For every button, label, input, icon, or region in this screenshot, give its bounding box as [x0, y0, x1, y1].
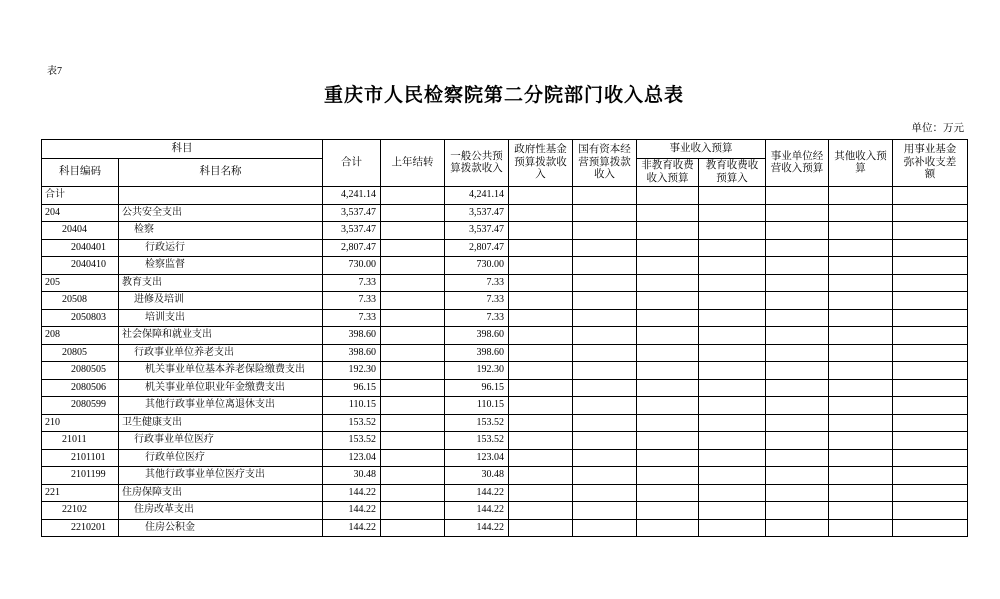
value-cell [573, 292, 637, 310]
value-cell [829, 432, 893, 450]
value-cell: 153.52 [445, 414, 509, 432]
table-row [42, 379, 968, 397]
subject-name-cell: 卫生健康支出 [119, 414, 323, 432]
value-cell [829, 519, 893, 537]
value-cell [637, 449, 699, 467]
value-cell [509, 327, 573, 345]
value-cell [637, 327, 699, 345]
value-cell [573, 397, 637, 415]
value-cell [509, 414, 573, 432]
value-cell [699, 414, 766, 432]
value-cell [381, 292, 445, 310]
header-other-income: 其他收入预算 [829, 140, 893, 187]
value-cell [829, 327, 893, 345]
value-cell: 7.33 [445, 309, 509, 327]
value-cell [829, 204, 893, 222]
value-cell [766, 222, 829, 240]
value-cell [766, 257, 829, 275]
value-cell [766, 204, 829, 222]
value-cell [699, 187, 766, 205]
value-cell: 7.33 [323, 292, 381, 310]
value-cell [509, 239, 573, 257]
value-cell [509, 379, 573, 397]
subject-code-cell: 208 [42, 327, 119, 345]
value-cell [637, 222, 699, 240]
value-cell [573, 327, 637, 345]
value-cell [699, 204, 766, 222]
subject-code-cell: 205 [42, 274, 119, 292]
value-cell [637, 484, 699, 502]
value-cell [893, 502, 968, 520]
value-cell: 123.04 [445, 449, 509, 467]
value-cell [893, 414, 968, 432]
value-cell [766, 502, 829, 520]
table-row [42, 362, 968, 380]
value-cell: 3,537.47 [445, 204, 509, 222]
value-cell [699, 432, 766, 450]
unit-note: 单位：万元 [911, 123, 964, 134]
table-row [42, 467, 968, 485]
value-cell [829, 292, 893, 310]
value-cell [381, 484, 445, 502]
value-cell: 2,807.47 [323, 239, 381, 257]
value-cell [381, 309, 445, 327]
value-cell [381, 379, 445, 397]
value-cell: 96.15 [323, 379, 381, 397]
subject-code-cell: 20404 [42, 222, 119, 240]
value-cell [893, 222, 968, 240]
value-cell [699, 397, 766, 415]
value-cell: 144.22 [445, 519, 509, 537]
subject-code-cell: 2040410 [42, 257, 119, 275]
value-cell [766, 397, 829, 415]
subject-code-cell: 2040401 [42, 239, 119, 257]
value-cell [766, 449, 829, 467]
subject-name-cell: 机关事业单位基本养老保险缴费支出 [119, 362, 323, 380]
value-cell [893, 274, 968, 292]
subject-name-cell: 机关事业单位职业年金缴费支出 [119, 379, 323, 397]
value-cell [573, 204, 637, 222]
value-cell [829, 379, 893, 397]
value-cell [699, 502, 766, 520]
value-cell [829, 362, 893, 380]
value-cell [829, 222, 893, 240]
value-cell [573, 274, 637, 292]
subject-name-cell: 行政事业单位医疗 [119, 432, 323, 450]
value-cell: 398.60 [445, 327, 509, 345]
value-cell [766, 379, 829, 397]
value-cell [699, 309, 766, 327]
value-cell [893, 344, 968, 362]
value-cell [893, 484, 968, 502]
header-total: 合计 [323, 140, 381, 187]
value-cell [829, 274, 893, 292]
subject-code-cell: 210 [42, 414, 119, 432]
header-edu-fee: 教育收费收预算入 [699, 159, 766, 187]
value-cell [893, 292, 968, 310]
value-cell [893, 467, 968, 485]
header-fund-balance: 用事业基金弥补收支差额 [893, 140, 968, 187]
table-row [42, 257, 968, 275]
value-cell [509, 309, 573, 327]
value-cell: 7.33 [445, 292, 509, 310]
header-subject-code: 科目编码 [42, 159, 119, 187]
value-cell [766, 274, 829, 292]
value-cell [893, 187, 968, 205]
value-cell: 3,537.47 [323, 204, 381, 222]
value-cell [381, 362, 445, 380]
subject-code-cell: 2080599 [42, 397, 119, 415]
value-cell [637, 309, 699, 327]
table-row [42, 502, 968, 520]
value-cell [573, 344, 637, 362]
table-row [42, 204, 968, 222]
value-cell [893, 397, 968, 415]
table-row [42, 344, 968, 362]
value-cell: 153.52 [323, 432, 381, 450]
value-cell [766, 344, 829, 362]
value-cell [509, 432, 573, 450]
value-cell [699, 274, 766, 292]
value-cell: 30.48 [445, 467, 509, 485]
value-cell [699, 362, 766, 380]
value-cell [573, 484, 637, 502]
value-cell [829, 502, 893, 520]
value-cell [573, 309, 637, 327]
value-cell [381, 239, 445, 257]
value-cell [573, 257, 637, 275]
value-cell [381, 187, 445, 205]
subject-code-cell: 22102 [42, 502, 119, 520]
value-cell [509, 519, 573, 537]
value-cell [829, 344, 893, 362]
value-cell [637, 274, 699, 292]
subject-code-cell: 2080506 [42, 379, 119, 397]
subject-name-cell: 住房保障支出 [119, 484, 323, 502]
value-cell: 110.15 [445, 397, 509, 415]
subject-name-cell: 检察监督 [119, 257, 323, 275]
value-cell: 110.15 [323, 397, 381, 415]
value-cell [699, 484, 766, 502]
value-cell [829, 257, 893, 275]
header-business-income-group: 事业收入预算 [637, 140, 766, 159]
value-cell: 4,241.14 [323, 187, 381, 205]
value-cell: 730.00 [445, 257, 509, 275]
value-cell [381, 432, 445, 450]
header-row-1 [42, 140, 968, 159]
subject-name-cell: 住房公积金 [119, 519, 323, 537]
subject-name-cell: 住房改革支出 [119, 502, 323, 520]
value-cell [637, 344, 699, 362]
table-row [42, 432, 968, 450]
value-cell [637, 502, 699, 520]
value-cell [766, 292, 829, 310]
value-cell: 2,807.47 [445, 239, 509, 257]
value-cell: 144.22 [323, 519, 381, 537]
table-row [42, 187, 968, 205]
value-cell [637, 257, 699, 275]
value-cell [637, 239, 699, 257]
value-cell [829, 187, 893, 205]
value-cell: 7.33 [323, 274, 381, 292]
value-cell [699, 519, 766, 537]
value-cell [637, 187, 699, 205]
subject-name-cell: 行政运行 [119, 239, 323, 257]
value-cell [829, 467, 893, 485]
table-row [42, 239, 968, 257]
value-cell [509, 502, 573, 520]
income-summary-table [41, 139, 968, 537]
subject-code-cell: 204 [42, 204, 119, 222]
value-cell: 398.60 [323, 344, 381, 362]
value-cell: 144.22 [323, 484, 381, 502]
subject-code-cell: 2210201 [42, 519, 119, 537]
value-cell [509, 257, 573, 275]
table-row [42, 449, 968, 467]
value-cell [381, 519, 445, 537]
subject-code-cell: 2050803 [42, 309, 119, 327]
value-cell: 730.00 [323, 257, 381, 275]
value-cell: 96.15 [445, 379, 509, 397]
table-row [42, 397, 968, 415]
table-row [42, 484, 968, 502]
table-header [42, 140, 968, 187]
value-cell [893, 362, 968, 380]
header-business-operating-income: 事业单位经营收入预算 [766, 140, 829, 187]
value-cell [381, 222, 445, 240]
value-cell [699, 222, 766, 240]
value-cell [699, 344, 766, 362]
value-cell: 398.60 [323, 327, 381, 345]
value-cell [573, 239, 637, 257]
value-cell [893, 432, 968, 450]
value-cell [637, 432, 699, 450]
value-cell [509, 362, 573, 380]
subject-name-cell [119, 187, 323, 205]
value-cell [573, 449, 637, 467]
value-cell: 192.30 [323, 362, 381, 380]
value-cell [381, 467, 445, 485]
subject-code-cell: 2101101 [42, 449, 119, 467]
subject-name-cell: 行政单位医疗 [119, 449, 323, 467]
value-cell: 7.33 [323, 309, 381, 327]
value-cell [829, 484, 893, 502]
value-cell [893, 204, 968, 222]
subject-code-cell: 2080505 [42, 362, 119, 380]
subject-code-cell: 221 [42, 484, 119, 502]
subject-name-cell: 培训支出 [119, 309, 323, 327]
value-cell [829, 449, 893, 467]
value-cell [573, 519, 637, 537]
value-cell [893, 257, 968, 275]
header-subject-name: 科目名称 [119, 159, 323, 187]
header-subject-group: 科目 [42, 140, 323, 159]
value-cell [381, 204, 445, 222]
value-cell: 144.22 [323, 502, 381, 520]
value-cell [573, 414, 637, 432]
value-cell: 153.52 [323, 414, 381, 432]
value-cell [381, 257, 445, 275]
value-cell [573, 502, 637, 520]
value-cell [381, 502, 445, 520]
table-number-label: 表7 [47, 66, 62, 77]
value-cell [766, 519, 829, 537]
value-cell [573, 467, 637, 485]
subject-name-cell: 检察 [119, 222, 323, 240]
value-cell: 30.48 [323, 467, 381, 485]
value-cell [766, 187, 829, 205]
table-row [42, 274, 968, 292]
table-row [42, 222, 968, 240]
value-cell [893, 379, 968, 397]
header-non-edu-fee: 非教育收费收入预算 [637, 159, 699, 187]
value-cell [766, 484, 829, 502]
value-cell [573, 362, 637, 380]
header-gov-fund-budget: 政府性基金预算拨款收入 [509, 140, 573, 187]
value-cell [637, 467, 699, 485]
value-cell [509, 449, 573, 467]
table-body [42, 187, 968, 537]
value-cell [766, 239, 829, 257]
table-row [42, 327, 968, 345]
header-state-capital-budget: 国有资本经营预算拨款收入 [573, 140, 637, 187]
value-cell [509, 292, 573, 310]
value-cell [829, 414, 893, 432]
table-row [42, 309, 968, 327]
header-carryover: 上年结转 [381, 140, 445, 187]
value-cell [766, 467, 829, 485]
value-cell [381, 327, 445, 345]
subject-name-cell: 教育支出 [119, 274, 323, 292]
value-cell [699, 239, 766, 257]
value-cell: 7.33 [445, 274, 509, 292]
value-cell [381, 449, 445, 467]
value-cell [893, 327, 968, 345]
subject-name-cell: 公共安全支出 [119, 204, 323, 222]
value-cell [509, 187, 573, 205]
subject-name-cell: 社会保障和就业支出 [119, 327, 323, 345]
value-cell [699, 292, 766, 310]
value-cell [637, 519, 699, 537]
value-cell [637, 204, 699, 222]
value-cell: 144.22 [445, 484, 509, 502]
value-cell [893, 309, 968, 327]
subject-name-cell: 进修及培训 [119, 292, 323, 310]
value-cell [381, 414, 445, 432]
value-cell: 153.52 [445, 432, 509, 450]
subject-name-cell: 其他行政事业单位离退休支出 [119, 397, 323, 415]
value-cell [829, 397, 893, 415]
value-cell [766, 362, 829, 380]
value-cell [509, 397, 573, 415]
value-cell [637, 414, 699, 432]
value-cell [573, 432, 637, 450]
value-cell [637, 292, 699, 310]
table-row [42, 414, 968, 432]
value-cell [509, 222, 573, 240]
value-cell [381, 344, 445, 362]
value-cell: 3,537.47 [323, 222, 381, 240]
subject-code-cell: 20508 [42, 292, 119, 310]
value-cell [766, 432, 829, 450]
value-cell [573, 187, 637, 205]
subject-code-cell: 20805 [42, 344, 119, 362]
value-cell [637, 397, 699, 415]
table-row [42, 292, 968, 310]
value-cell [509, 344, 573, 362]
value-cell [637, 379, 699, 397]
value-cell: 144.22 [445, 502, 509, 520]
value-cell: 192.30 [445, 362, 509, 380]
value-cell [637, 362, 699, 380]
value-cell [509, 204, 573, 222]
value-cell [766, 414, 829, 432]
value-cell [699, 467, 766, 485]
value-cell [381, 274, 445, 292]
value-cell [893, 239, 968, 257]
header-general-public-budget: 一般公共预算拨款收入 [445, 140, 509, 187]
value-cell [509, 467, 573, 485]
page-title: 重庆市人民检察院第二分院部门收入总表 [323, 85, 684, 106]
value-cell: 123.04 [323, 449, 381, 467]
value-cell [573, 222, 637, 240]
value-cell [893, 449, 968, 467]
value-cell: 3,537.47 [445, 222, 509, 240]
value-cell [699, 449, 766, 467]
subject-name-cell: 其他行政事业单位医疗支出 [119, 467, 323, 485]
subject-code-cell: 合计 [42, 187, 119, 205]
value-cell [699, 257, 766, 275]
value-cell: 398.60 [445, 344, 509, 362]
subject-name-cell: 行政事业单位养老支出 [119, 344, 323, 362]
value-cell [573, 379, 637, 397]
subject-code-cell: 21011 [42, 432, 119, 450]
value-cell [699, 327, 766, 345]
value-cell: 4,241.14 [445, 187, 509, 205]
value-cell [766, 309, 829, 327]
value-cell [509, 484, 573, 502]
subject-code-cell: 2101199 [42, 467, 119, 485]
value-cell [509, 274, 573, 292]
value-cell [699, 379, 766, 397]
value-cell [766, 327, 829, 345]
value-cell [829, 239, 893, 257]
value-cell [381, 397, 445, 415]
value-cell [893, 519, 968, 537]
value-cell [829, 309, 893, 327]
table-row [42, 519, 968, 537]
